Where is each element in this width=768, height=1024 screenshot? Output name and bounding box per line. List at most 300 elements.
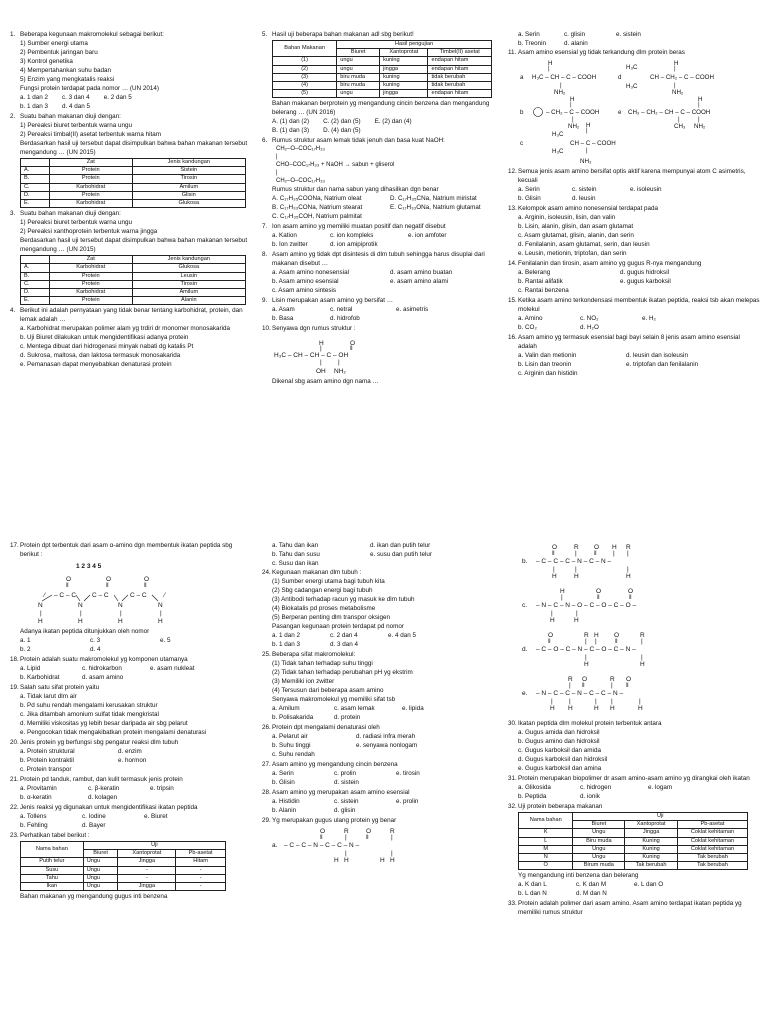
answer-option[interactable]: c. Jika ditambah amonium sulfat tidak mengkristal [20, 711, 159, 718]
answer-option[interactable]: a. Serin [272, 770, 294, 777]
svg-text:|: | [548, 65, 550, 72]
answer-option[interactable]: a. 1 dan 2 [20, 94, 49, 101]
answer-option[interactable]: D. C₁₇H₃₅CNa, Natrium miristat [390, 195, 477, 203]
svg-text:R: R [568, 676, 573, 683]
table-header: Xantoprotat [625, 821, 678, 829]
table-cell: (3) [273, 73, 337, 81]
question-number: 4. [10, 307, 16, 315]
answer-option[interactable]: b. Glisin [518, 195, 541, 202]
table-cell: Kuning [625, 845, 678, 853]
svg-text:H: H [674, 60, 679, 67]
svg-text:O: O [552, 544, 558, 551]
svg-text:‖: ‖ [548, 638, 551, 645]
answer-option[interactable]: a. Protein struktural [20, 748, 75, 755]
answer-option[interactable]: a. Histidin [272, 798, 300, 805]
answer-option[interactable]: b. Pd suhu rendah mengalami kerusakan struktur [20, 702, 158, 709]
list-item: (5) Berperan penting dlm transpor oksigen [272, 614, 390, 621]
answer-option[interactable]: A. C₁₇H₃₅COONa, Natrium oleat [272, 195, 362, 203]
table-cell: biru muda [337, 73, 380, 81]
answer-option[interactable]: e. tripsin [150, 785, 174, 792]
answer-option[interactable]: e. L dan O [634, 881, 664, 889]
answer-options [262, 231, 500, 249]
table-row [21, 883, 226, 891]
table-cell: Protein [49, 191, 132, 199]
answer-option[interactable]: c. hidrogen [580, 784, 612, 791]
answer-option[interactable]: d. alanin [564, 40, 588, 47]
answer-option[interactable]: a. Provitamin [20, 785, 57, 792]
table-row[interactable] [21, 175, 246, 183]
table-cell: O [519, 862, 573, 870]
answer-option[interactable]: b. 1 dan 3 [20, 103, 49, 110]
table-row[interactable] [21, 280, 246, 288]
svg-text:H: H [38, 618, 43, 625]
question-stem: Rumus struktur asam lemak tidak jenuh dan basa kuat NaOH: [272, 137, 445, 145]
table-cell: Protein [49, 167, 132, 175]
svg-text:N: N [158, 602, 163, 609]
svg-text:c: c [520, 140, 524, 147]
answer-option[interactable]: e. Gugus karboksil dan amina [518, 765, 602, 772]
answer-option[interactable]: c. Rantai benzena [518, 287, 569, 294]
list-item: (1) Sumber energi utama bagi tubuh kita [272, 578, 385, 585]
table-header: Jenis kandungan [132, 256, 245, 264]
answer-option[interactable]: c. asam lemak [334, 705, 375, 712]
svg-text:|: | [611, 698, 613, 705]
answer-option[interactable]: a. Tahu dan ikan [272, 542, 319, 549]
answer-option[interactable]: e. asam nukleat [150, 665, 195, 672]
answer-option[interactable]: d. protein [334, 714, 361, 721]
list-item: (2) Tidak tahan terhadap perubahan pH yg ekstrim [272, 669, 413, 676]
question-27 [262, 760, 500, 787]
svg-text:R: R [626, 544, 631, 551]
answer-option[interactable]: b. Karbohidrat [20, 674, 60, 681]
answer-option[interactable]: e. Pemanasan dapat menyebabkan denaturasi protein [20, 361, 172, 369]
table-header: Pb-asetat [677, 821, 747, 829]
answer-option[interactable]: e. Leusin, metionin, triptofan, dan serin [518, 250, 627, 257]
answer-option[interactable]: c. Susu dan ikan [272, 560, 319, 567]
question-text: Pasangan kegunaan protein terdapat pd nomor [272, 623, 404, 630]
table-cell: Ungu [83, 883, 118, 891]
answer-option[interactable]: b. Glisin [272, 779, 295, 786]
answer-option[interactable]: a. Karbohidrat merupakan polimer alam yg trdiri dr monomer monosakarida [20, 325, 230, 333]
answer-option[interactable]: b. Ion zwitter [272, 241, 308, 249]
question-32 [508, 802, 760, 898]
answer-option[interactable]: d. Sukrosa, maltosa, dan laktosa termasuk monosakarida [20, 352, 181, 360]
table-row[interactable] [21, 297, 246, 305]
answer-option[interactable]: b. Suhu tinggi [272, 742, 311, 749]
table-row[interactable] [21, 272, 246, 280]
answer-option[interactable]: d. Memiliki viskositas yg lebih besar daripada air sbg pelarut [20, 720, 188, 727]
question-29 [262, 816, 500, 865]
table-header [21, 256, 50, 264]
column-2 [262, 30, 500, 387]
svg-text:|: | [639, 698, 641, 705]
question-23 [10, 831, 248, 901]
svg-text:‖: ‖ [144, 582, 147, 589]
answer-table [20, 255, 246, 305]
answer-options [508, 268, 760, 295]
answer-option[interactable]: d. leusin dan isoleusin [626, 352, 688, 359]
table-cell: (2) [273, 65, 337, 73]
answer-option[interactable]: b. Polisakarida [272, 714, 314, 721]
svg-text:|: | [551, 698, 553, 705]
answer-options [262, 631, 500, 649]
table-row [273, 82, 492, 90]
table-cell: Protein [49, 175, 132, 183]
question-19 [10, 683, 248, 737]
table-cell: (4) [273, 82, 337, 90]
answer-option[interactable]: a. Asam [272, 306, 295, 314]
question-stem: Protein adalah suatu makromolekul yg komponen utamanya [20, 656, 188, 663]
test-results-table [272, 40, 492, 98]
question-stem: Beberapa sifat makromolekul: [272, 651, 356, 658]
answer-option[interactable]: a. Pelarut air [272, 733, 308, 740]
table-cell: B. [21, 175, 50, 183]
answer-option[interactable]: B. C₁₇H₃₃CONa, Natrium stearat [272, 204, 363, 212]
question-stem: Protein pd tanduk, rambut, dan kulit termasuk jenis protein [20, 776, 183, 783]
answer-option[interactable]: c. K dan M [576, 881, 607, 889]
answer-option[interactable]: a. Serin [518, 186, 540, 193]
answer-options [10, 812, 248, 830]
answer-option[interactable]: a. K dan L [518, 881, 547, 889]
table-cell: kuning [380, 57, 428, 65]
table-row [273, 73, 492, 81]
answer-option[interactable]: a. Lipid [20, 665, 41, 672]
question-number: 27. [262, 761, 271, 768]
amino-acid-structure [270, 333, 400, 377]
svg-text:|: | [627, 566, 629, 573]
question-stem: Beberapa kegunaan makromolekul sebagai berikut: [20, 31, 164, 38]
bond-numbers: 1 2 3 4 5 [76, 563, 102, 570]
answer-option[interactable]: b. L dan N [518, 890, 547, 898]
table-cell: K [519, 829, 573, 837]
formula-line: | [276, 170, 278, 177]
question-number: 18. [10, 656, 19, 663]
svg-text:e.: e. [522, 690, 528, 697]
answer-option[interactable]: b. Alanin [272, 807, 297, 814]
answer-option[interactable]: e. senyawa nonlogam [356, 742, 418, 749]
answer-option[interactable]: c. prolin [334, 770, 357, 777]
answer-option[interactable]: c. Suhu rendah [272, 751, 315, 758]
question-13 [508, 204, 760, 258]
question-8 [262, 250, 500, 295]
answer-option[interactable]: a. Valin dan metionin [518, 352, 577, 359]
answer-option[interactable]: e. Biuret [144, 813, 168, 820]
answer-option[interactable]: c. glisin [564, 31, 585, 38]
svg-text:R: R [390, 828, 395, 835]
svg-text:H: H [570, 96, 575, 103]
answer-option[interactable]: e. triptofan dan fenilalanin [626, 361, 699, 368]
answer-option[interactable]: b. Rantai alifatik [518, 278, 563, 285]
answer-option[interactable]: a. Kation [272, 232, 297, 240]
question-24 [262, 568, 500, 649]
answer-option[interactable]: c. Gugus karboksil dan amida [518, 747, 601, 754]
table-cell: Glukosa [132, 200, 245, 208]
question-6 [262, 136, 500, 221]
question-22 [10, 803, 248, 830]
answer-option[interactable]: d. Gugus karboksil dan hidroksil [518, 756, 608, 763]
answer-options [262, 704, 500, 722]
answer-option[interactable]: d. radiasi infra merah [356, 733, 416, 740]
answer-option[interactable]: c. ion kompleks [330, 232, 374, 240]
answer-option[interactable]: C. C₁₇H₃₅COH, Natrium palmitat [272, 213, 362, 221]
svg-text:c.: c. [522, 602, 528, 609]
answer-option[interactable]: e. hormon [118, 757, 147, 764]
table-row[interactable] [21, 167, 246, 175]
answer-option[interactable]: a. Arginin, isoleusin, lisin, dan valin [518, 214, 616, 221]
answer-options [262, 732, 500, 759]
table-row [21, 858, 226, 866]
answer-option[interactable]: d. 3 dan 4 [330, 641, 359, 648]
svg-text:H: H [344, 857, 349, 864]
table-cell: Birum muda [573, 862, 625, 870]
question-26 [262, 723, 500, 759]
svg-text:|: | [320, 359, 322, 367]
table-cell: Kuning [625, 837, 678, 845]
answer-option[interactable]: b. α-keratin [20, 794, 52, 801]
svg-text:|: | [613, 550, 615, 557]
answer-option[interactable]: c. sistein [572, 186, 597, 193]
answer-option[interactable]: A. (1) dan (2) [272, 118, 310, 126]
table-cell: Tak berubah [625, 862, 678, 870]
answer-option[interactable]: c. 2 dan 4 [330, 632, 358, 639]
answer-option[interactable]: a. 1 [20, 637, 31, 644]
answer-option[interactable]: b. Tahu dan susu [272, 551, 320, 558]
answer-option[interactable]: c. Asam amino sintesis [272, 287, 337, 295]
table-header: Timbel(II) asetat [428, 49, 492, 57]
answer-options [10, 784, 248, 802]
answer-option[interactable]: e. Pengocokan tidak mengakibatkan protein mengalami denaturasi [20, 729, 207, 736]
table-row[interactable] [21, 191, 246, 199]
answer-options [508, 783, 760, 801]
answer-option[interactable]: a. Serin [518, 31, 540, 38]
answer-option[interactable]: b. 2 [20, 646, 31, 653]
answer-option[interactable]: c. Mentega dibuat dari hidrogenasi minyak nabati dg katalis Pt [20, 343, 194, 351]
answer-options [508, 30, 760, 48]
answer-option[interactable]: b. Fehling [20, 822, 48, 829]
svg-text:b: b [520, 109, 524, 116]
svg-text:N: N [38, 602, 43, 609]
table-cell: Ikan [21, 883, 84, 891]
answer-option[interactable]: d. leusin [572, 195, 596, 202]
answer-option[interactable]: a. Gugus amida dan hidroksil [518, 729, 600, 736]
question-stem: Asam amino yg mengandung cincin benzena [272, 761, 398, 768]
answer-option[interactable]: d. enzim [118, 748, 142, 755]
table-row[interactable] [21, 289, 246, 297]
answer-option[interactable]: c. Protein transpor [20, 766, 72, 773]
answer-option[interactable]: c. Arginin dan histidin [518, 370, 578, 377]
answer-option[interactable]: D. (4) dan (5) [323, 127, 361, 135]
table-cell: biru muda [337, 82, 380, 90]
question-number: 26. [262, 724, 271, 731]
answer-option[interactable]: d. H₂O [580, 324, 599, 331]
answer-option[interactable]: b. Treonin [518, 40, 547, 47]
answer-option[interactable]: d. ikan dan putih telur [370, 542, 431, 549]
answer-option[interactable]: c. 3 [90, 637, 101, 644]
question-21 [10, 775, 248, 802]
answer-option[interactable]: e. 2 dan 5 [103, 94, 132, 101]
question-33 [508, 899, 760, 917]
question-20 [10, 738, 248, 774]
question-text: Bahan makanan berprotein yg mengandung cincin benzena dan mengandung belerang … (UN 2016) [272, 100, 490, 117]
answer-option[interactable]: b. CO₂ [518, 324, 537, 331]
answer-option[interactable]: c. sistein [334, 798, 359, 805]
svg-text:NH₂: NH₂ [694, 123, 706, 130]
answer-option[interactable]: d. sistein [334, 779, 359, 786]
answer-option[interactable]: b. Lisin dan treonin [518, 361, 572, 368]
answer-option[interactable]: d. Fenilalanin, asam glutamat, serin, dan leusin [518, 241, 650, 248]
answer-option[interactable]: d. kolagen [88, 794, 118, 801]
answer-options [10, 636, 248, 654]
answer-option[interactable]: e. asimetris [396, 306, 429, 314]
question-stem: Semua jenis asam amino bersifat optis aktif karena mempunyai atom C asimetris, kecuali [518, 168, 746, 184]
svg-text:H: H [594, 705, 599, 712]
answer-options [262, 194, 500, 221]
question-stem: Protein dpt mengalami denaturasi oleh [272, 724, 380, 731]
answer-option[interactable]: b. Lisin, alanin, glisin, dan asam glutamat [518, 223, 634, 230]
svg-text:H: H [78, 618, 83, 625]
answer-option[interactable]: B. (1) dan (3) [272, 127, 310, 135]
question-number: 29. [262, 817, 271, 824]
table-cell: - [176, 883, 226, 891]
peptide-structure-option-a[interactable] [270, 825, 440, 865]
answer-option[interactable]: e. 4 dan 5 [388, 632, 417, 639]
svg-text:R: R [344, 828, 349, 835]
svg-text:H: H [552, 573, 557, 580]
answer-option[interactable]: e. lipida [402, 705, 424, 712]
table-cell: Amilum [132, 289, 245, 297]
answer-option[interactable]: d. ionik [580, 793, 600, 800]
table-header: Nama bahan [519, 813, 573, 829]
table-cell: endapan hitam [428, 65, 492, 73]
answer-option[interactable]: c. netral [330, 306, 353, 314]
answer-option[interactable]: d. asam amino [82, 674, 124, 681]
question-number: 33. [508, 900, 517, 908]
answer-option[interactable]: a. Amino [518, 315, 543, 322]
svg-text:H: H [380, 857, 385, 864]
table-cell: Sistein [132, 167, 245, 175]
answer-option[interactable]: c. β-keratin [88, 785, 120, 792]
answer-option[interactable]: E. (2) dan (4) [374, 118, 412, 126]
question-number: 2. [10, 113, 16, 120]
question-stem: Ikatan peptida dlm molekul protein terbentuk antara [518, 720, 662, 727]
table-header: Biuret [573, 821, 625, 829]
table-cell: Protein [49, 297, 132, 305]
table-cell: (5) [273, 90, 337, 98]
table-row[interactable] [21, 200, 246, 208]
answer-option[interactable]: a. Tollens [20, 813, 47, 820]
answer-option[interactable]: c. 3 dan 4 [62, 94, 90, 101]
question-16 [508, 333, 760, 378]
answer-option[interactable]: e. susu dan putih telur [370, 551, 432, 558]
answer-option[interactable]: d. M dan N [576, 890, 607, 898]
answer-option[interactable]: E. C₁₇H₃₃ONa, Natrium glutamat [390, 204, 481, 212]
answer-option[interactable]: c. Asam glutamat, glisin, alanin, dan serin [518, 232, 634, 239]
table-row[interactable] [21, 183, 246, 191]
svg-text:N: N [78, 602, 83, 609]
svg-text:|: | [338, 359, 340, 367]
question-stem: Berikut ini adalah pernyataan yang tidak benar tentang karbohidrat, protein, dan lemak adalah … [20, 307, 243, 324]
answer-option[interactable]: c. Iodine [82, 813, 106, 820]
answer-option[interactable]: b. Basa [272, 315, 294, 323]
answer-option[interactable]: e. asam amino alami [390, 278, 449, 286]
answer-option[interactable]: b. 1 dan 3 [272, 641, 301, 648]
answer-option[interactable]: d. 4 dan 5 [62, 103, 91, 110]
question-31 [508, 774, 760, 801]
svg-text:O: O [66, 576, 72, 583]
answer-option[interactable]: e. isoleusin [630, 186, 662, 193]
answer-option[interactable]: d. 4 [90, 646, 101, 653]
answer-option[interactable]: d. hidrofob [330, 315, 360, 323]
svg-text:O: O [144, 576, 150, 583]
answer-option[interactable]: d. asam amino buatan [390, 269, 453, 277]
question-2 [10, 112, 248, 208]
answer-option[interactable]: c. hidrokarbon [82, 665, 122, 672]
answer-option[interactable]: e. logam [648, 784, 673, 791]
svg-text:|: | [575, 550, 577, 557]
svg-text:R: R [574, 544, 579, 551]
answer-option[interactable]: d. gugus hidroksil [620, 269, 670, 276]
question-30 [508, 719, 760, 773]
answer-option[interactable]: c. NO₂ [580, 315, 599, 322]
answer-option[interactable]: a. Glikosida [518, 784, 551, 791]
question-number: 17. [10, 542, 19, 549]
answer-option[interactable]: a. Tidak larut dlm air [20, 693, 77, 700]
svg-text:|: | [40, 610, 42, 617]
answer-option[interactable]: e. ion amfoter [408, 232, 447, 240]
question-stem: Kelompok asam amino nonesensial terdapat pada [518, 205, 659, 212]
answer-option[interactable]: e. H₂ [642, 315, 656, 322]
svg-text:‖: ‖ [320, 834, 323, 841]
table-row [21, 874, 226, 882]
question-stem: Uji protein beberapa makanan [518, 803, 603, 810]
answer-option[interactable]: a. Belerang [518, 269, 551, 276]
answer-option[interactable]: C. (2) dan (5) [323, 118, 361, 126]
answer-option[interactable]: b. Asam amino esensial [272, 278, 339, 286]
answer-option[interactable]: a. Asam amino nonesensial [272, 269, 350, 277]
chemical-formula [262, 145, 500, 185]
table-cell: Coklat kehitaman [677, 829, 747, 837]
food-test-table [518, 812, 748, 870]
answer-option[interactable]: b. Uji Biuret dilakukan untuk mengidentifikasi adanya protein [20, 334, 189, 342]
question-number: 22. [10, 804, 19, 811]
answer-option[interactable]: d. Bayer [82, 822, 106, 829]
answer-option[interactable]: b. Peptida [518, 793, 547, 800]
svg-text:H₃C – CH – C – COOH: H₃C – CH – C – COOH [532, 74, 597, 81]
table-cell: Glukosa [132, 264, 245, 272]
answer-option[interactable]: a. 1 dan 2 [272, 632, 301, 639]
answer-option[interactable]: e. 5 [160, 637, 171, 644]
table-cell: Coklat kehitaman [677, 837, 747, 845]
answer-option[interactable]: a. Amilum [272, 705, 300, 712]
svg-text:‖: ‖ [629, 594, 632, 601]
answer-option[interactable]: e. tirosin [396, 770, 420, 777]
table-row[interactable] [21, 264, 246, 272]
answer-option[interactable]: b. Protein kontraktil [20, 757, 74, 764]
list-item: 2) Pembentuk jaringan baru [20, 49, 98, 56]
table-header: Jenis kandungan [132, 159, 245, 167]
answer-option[interactable]: d. glisin [334, 807, 356, 814]
answer-option[interactable]: d. ion amipiprotik [330, 241, 378, 249]
svg-text:|: | [698, 116, 700, 123]
table-header: Zat [49, 159, 132, 167]
list-item: 4) Mempertahankan suhu badan [20, 67, 112, 74]
food-test-table [20, 841, 226, 891]
answer-option[interactable]: e. sistein [616, 31, 641, 38]
answer-option[interactable]: b. Gugus amino dan hidroksil [518, 738, 600, 745]
list-item: (4) Biokatalis pd proses metabolisme [272, 605, 376, 612]
answer-option[interactable]: e. prolin [396, 798, 419, 805]
answer-option[interactable]: e. gugus karboksil [620, 278, 671, 285]
